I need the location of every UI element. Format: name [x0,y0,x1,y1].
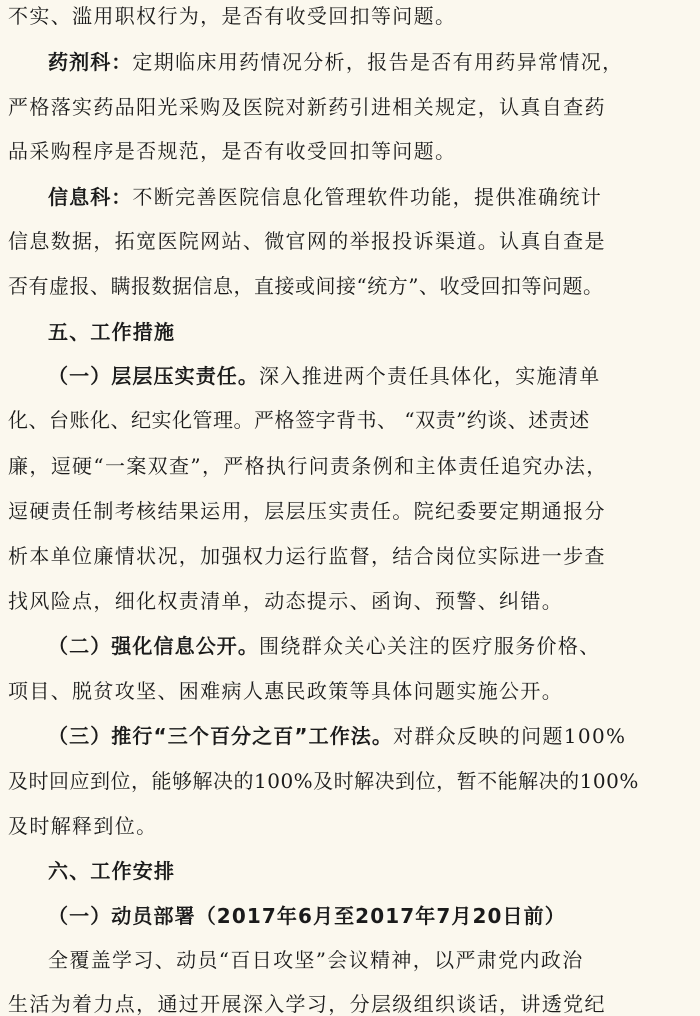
pharmacy-text: 定期临床用药情况分析，报告是否有用药异常情况， [132,50,624,74]
information-department-label: 信息科： [48,185,133,209]
measure-two-heading: （二）强化信息公开。 [48,634,259,658]
text-line-10: 化、台账化、纪实化管理。严格签字背书、 “双责”约谈、述责述 [8,408,590,432]
measure-two-first-line [48,636,682,656]
information-text: 不断完善医院信息化管理软件功能，提供准确统计 [132,185,603,209]
text-line-19: 及时解释到位。 [8,814,158,838]
measure-three-text: 对群众反映的问题100% [393,724,627,748]
text-line-23: 生活为着力点，通过开展深入学习，分层级组织谈话，讲透党纪 [8,992,606,1016]
pharmacy-department-label: 药剂科： [48,50,133,74]
arrangement-one-heading: （一）动员部署（2017年6月至2017年7月20日前） [48,904,566,928]
text-line-14: 找风险点，细化权责清单，动态提示、函询、预警、纠错。 [8,589,564,613]
text-line-3: 严格落实药品阳光采购及医院对新药引进相关规定，认真自查药 [8,95,606,119]
measure-two-text: 围绕群众关心关注的医疗服务价格、 [259,634,601,658]
text-line-4: 品采购程序是否规范，是否有收受回扣等问题。 [8,139,457,163]
text-line-12: 逗硬责任制考核结果运用，层层压实责任。院纪委要定期通报分 [8,499,606,523]
text-line-16: 项目、脱贫攻坚、困难病人惠民政策等具体问题实施公开。 [8,679,564,703]
information-paragraph-first-line [48,187,682,207]
text-line-7: 否有虚报、瞒报数据信息，直接或间接“统方”、收受回扣等问题。 [8,274,604,298]
pharmacy-paragraph-first-line [48,52,682,72]
measure-one-heading: （一）层层压实责任。 [48,364,259,388]
text-line-11: 廉，逗硬“一案双查”，严格执行问责条例和主体责任追究办法， [8,454,608,478]
text-line-13: 析本单位廉情状况，加强权力运行监督，结合岗位实际进一步查 [8,544,606,568]
measure-three-heading: （三）推行“三个百分之百”工作法。 [48,724,393,748]
text-line-6: 信息数据，拓宽医院网站、微官网的举报投诉渠道。认真自查是 [8,229,606,253]
measure-three-first-line [48,726,682,746]
measure-one-first-line [48,366,682,386]
text-line-1: 不实、滥用职权行为，是否有收受回扣等问题。 [8,4,457,28]
text-line-22: 全覆盖学习、动员“百日攻坚”会议精神，以严肃党内政治 [48,948,584,972]
measure-one-text: 深入推进两个责任具体化，实施清单 [259,364,601,388]
section-six-heading: 六、工作安排 [48,859,176,883]
text-line-18: 及时回应到位，能够解决的100%及时解决到位，暂不能解决的100% [8,769,639,793]
section-five-heading: 五、工作措施 [48,320,176,344]
